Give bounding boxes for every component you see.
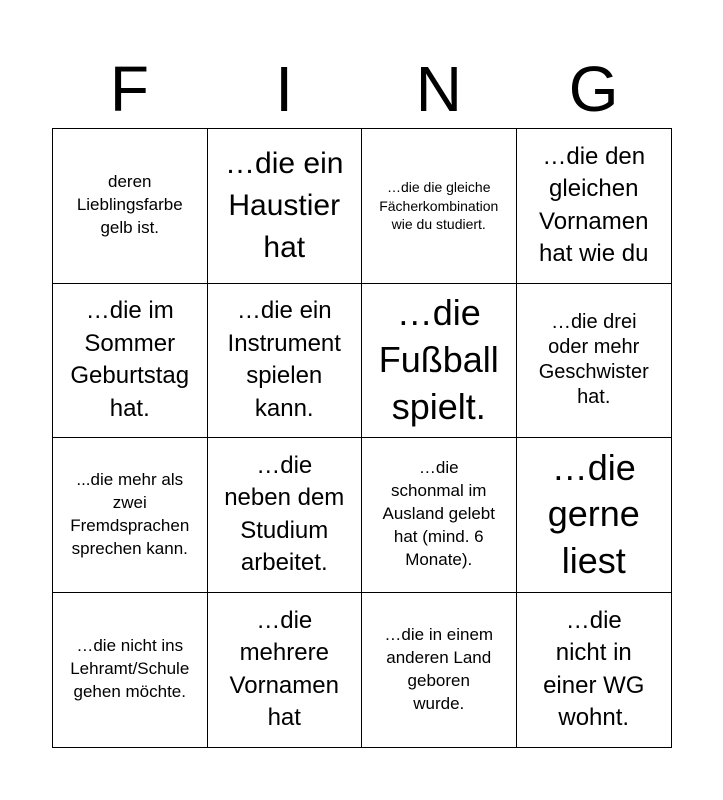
header-letter: F — [109, 53, 149, 125]
header-letter: N — [415, 53, 462, 125]
bingo-cell[interactable] — [362, 129, 517, 284]
bingo-cell[interactable] — [53, 129, 208, 284]
bingo-cell[interactable] — [53, 438, 208, 593]
cell-text: …die die gleiche Fächerkombination wie du studiert. — [379, 179, 499, 232]
cell-text: deren Lieblingsfarbe gelb ist. — [76, 172, 183, 238]
bingo-cell[interactable] — [53, 593, 208, 748]
cell-text: ...die mehr als zwei Fremdsprachen sprechen kann. — [70, 469, 190, 558]
cell-text: …die nicht in einer WG wohnt. — [543, 606, 645, 732]
bingo-cell[interactable] — [517, 129, 672, 284]
bingo-cell[interactable] — [517, 284, 672, 439]
cell-text: …die im Sommer Geburtstag hat. — [70, 297, 190, 422]
cell-text: …die drei oder mehr Geschwister hat. — [538, 311, 649, 409]
bingo-cell[interactable] — [208, 438, 363, 593]
cell-text: …die den gleichen Vornamen hat wie du — [539, 142, 649, 268]
header-letter: I — [275, 53, 294, 125]
bingo-cell[interactable] — [517, 438, 672, 593]
cell-text: …die schonmal im Ausland gelebt hat (mind. 6 Monate). — [382, 458, 495, 570]
bingo-board — [52, 128, 672, 748]
cell-text: …die gerne liest — [547, 446, 640, 582]
cell-text: …die mehrere Vornamen hat — [229, 606, 339, 732]
bingo-cell[interactable] — [362, 593, 517, 748]
bingo-cell[interactable] — [517, 593, 672, 748]
bingo-cell[interactable] — [53, 284, 208, 439]
cell-text: …die Fußball spielt. — [378, 292, 499, 427]
cell-text: …die ein Haustier hat — [225, 146, 344, 264]
bingo-cell[interactable] — [208, 593, 363, 748]
header-letter: G — [568, 53, 619, 125]
bingo-cell[interactable] — [208, 284, 363, 439]
bingo-cell[interactable] — [208, 129, 363, 284]
bingo-header — [52, 50, 671, 128]
cell-text: …die ein Instrument spielen kann. — [227, 297, 341, 422]
bingo-cell[interactable] — [362, 438, 517, 593]
cell-text: …die nicht ins Lehramt/Schule gehen möchte. — [70, 636, 190, 702]
bingo-cell[interactable] — [362, 284, 517, 439]
cell-text: …die in einem anderen Land geboren wurde. — [384, 624, 494, 713]
cell-text: …die neben dem Studium arbeitet. — [224, 451, 345, 577]
